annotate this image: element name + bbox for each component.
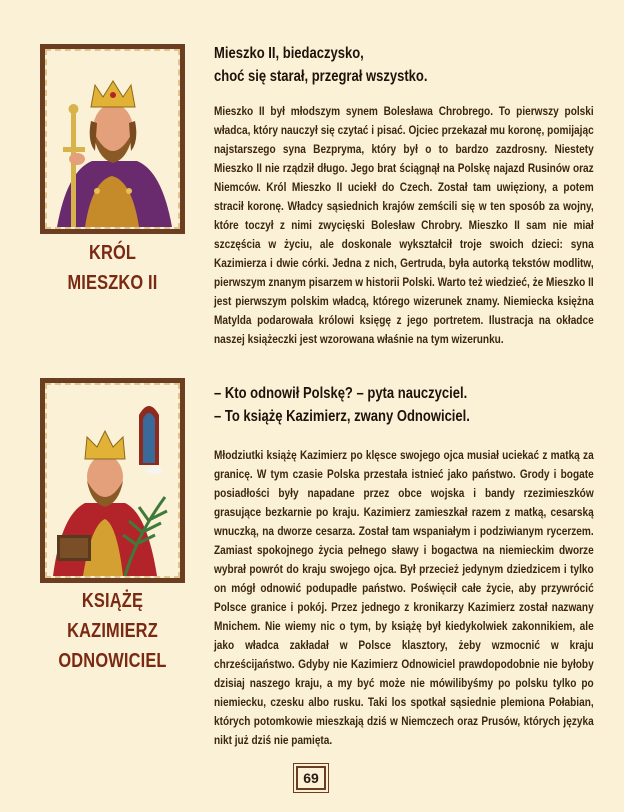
paragraph: Młodziutki książę Kazimierz po klęsce swojego ojca musiał uciekać z matką za granicę. W tym czasie Polska przestała istnieć jako państwo. Grody i bogate posiadłości były napadane przez obce wojska i bandy rzezimieszków grasujące bezkarnie po kraju. Kazimierz zamieszkał razem z matką, cesarską wnuczką, na dworze cesarza. Został tam wspaniałym i podziwianym rycerzem. Zamiast spokojnego życia pełnego sławy i bogactwa na niemieckim dworze wybrał powrót do kraju swojego ojca. Był przecież jedynym dziedzicem i tylko on mógł odnowić podupadłe państwo. Poświęcił całe życie, aby przywrócić Polsce granice i pokój. Przez jednego z kronikarzy Kazimierz został nazwany Mnichem. Nie wiemy nic o tym, by książę był kiedykolwiek zakonnikiem, ale jako władca zakładał w Polsce klasztory, żeby wzmocnić w kraju chrześcijaństwo. Gdyby nie Kazimierz Odnowiciel prawdopodobnie nie byłoby dzisiaj naszego kraju, a my być może nie mówilibyśmy po polsku tylko po niemiecku, czesku albo rusku. Taki los spotkał sąsiednie plemiona Połabian, których potomkowie mieszkają dziś w Niemczech oraz Prusów, których języka nikt już dziś nie pamięta. (214, 448, 594, 747)
ruler-name-mieszko (53, 238, 172, 298)
name-line: KSIĄŻĘ (81, 590, 144, 612)
quote-line: choć się starał, przegrał wszystko. (214, 68, 428, 85)
name-line: MIESZKO II (67, 272, 158, 294)
portrait-frame-mieszko (40, 44, 185, 234)
paragraph: Mieszko II był młodszym synem Bolesława Chrobrego. To pierwszy polski władca, który nauczył się czytać i pisać. Ojciec przekazał mu koronę, pomijając najstarszego syna Bezpryma, który był o to bardzo zazdrosny. Niestety Mieszko II nie rządził długo. Jego brat ściągnął na Polskę najazd Rusinów oraz Niemców. Król Mieszko II uciekł do Czech. Został tam uwięziony, a potem stracił koronę. Władcy sąsiednich krajów zemścili się w ten sposób za wojny, które toczył z nimi zwycięski Bolesław Chrobry. Mieszko II sam nie miał szczęścia w życiu, ale doskonale wykształcił troje swoich dzieci: syna Kazimierza i dwie córki. Jedna z nich, Gertruda, była autorką tekstów modlitw, pierwszym znanym pisarzem w historii Polski. Warto też wiedzieć, że Mieszko II jest pierwszym polskim władcą, którego wizerunek znamy. Niemiecka księżna Matylda podarowała królowi księgę z jego portretem. Ilustracja na okładce naszej książeczki jest wzorowana właśnie na tym wizerunku. (214, 104, 594, 346)
rhyme-quote-mieszko (214, 42, 594, 88)
page-number: 69 (296, 766, 326, 790)
name-line: KRÓL (88, 242, 137, 264)
portrait-kazimierz (45, 383, 180, 578)
name-line: KAZIMIERZ (67, 620, 158, 642)
quote-line: – Kto odnowił Polskę? – pyta nauczyciel. (214, 385, 468, 402)
ruler-name-kazimierz (53, 586, 172, 676)
name-line: ODNOWICIEL (58, 650, 167, 672)
prince-portrait-illustration (47, 385, 178, 576)
portrait-mieszko (45, 49, 180, 229)
quote-line: Mieszko II, biedaczysko, (214, 45, 364, 62)
body-text-mieszko (214, 102, 594, 349)
portrait-frame-kazimierz (40, 378, 185, 583)
quote-line: – To książę Kazimierz, zwany Odnowiciel. (214, 408, 470, 425)
body-text-kazimierz (214, 446, 594, 750)
rhyme-quote-kazimierz (214, 382, 594, 428)
king-portrait-illustration (47, 51, 178, 227)
